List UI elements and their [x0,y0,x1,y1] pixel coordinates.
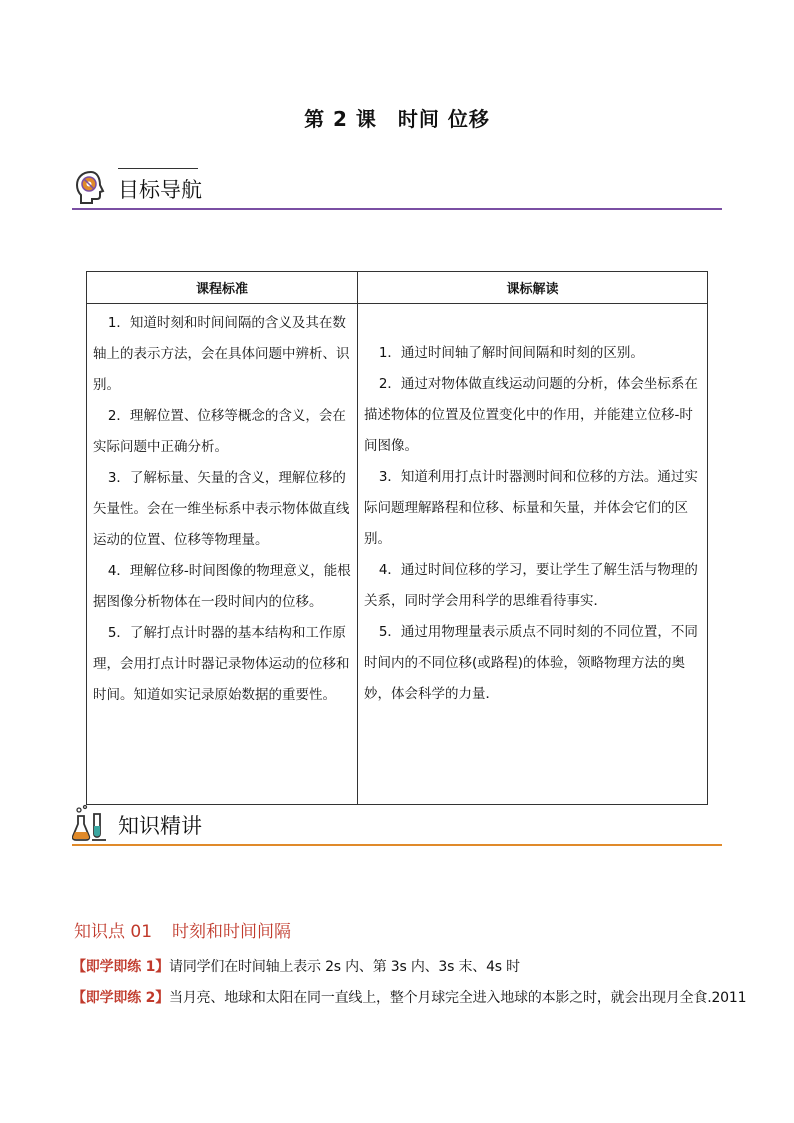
standard-item: 5．了解打点计时器的基本结构和工作原理，会用打点计时器记录物体运动的位移和时间。知道如实记录原始数据的重要性。 [93,625,350,703]
section-label-knowledge: 知识精讲 [118,814,202,838]
interpretation-item: 3．知道利用打点计时器测时间和位移的方法。通过实际问题理解路程和位移、标量和矢量，并体会它们的区别。 [364,469,698,547]
standard-item: 3．了解标量、矢量的含义，理解位移的矢量性。会在一维坐标系中表示物体做直线运动的位置、位移等物理量。 [93,470,350,548]
practice-tag: 【即学即练 1】 [72,959,170,975]
table-cell-interpretation [358,304,708,805]
table-cell-standards [87,304,358,805]
interpretation-item: 1．通过时间轴了解时间间隔和时刻的区别。 [378,345,644,361]
practice-text: 请同学们在时间轴上表示 2s 内、第 3s 内、3s 末、4s 时 [169,959,520,975]
section-header-knowledge [72,804,722,846]
table-header-row [87,272,708,304]
section-divider [72,208,722,210]
interpretation-item: 4．通过时间位移的学习，要让学生了解生活与物理的关系，同时学会用科学的思维看待事实． [364,562,698,609]
standard-item: 2．理解位置、位移等概念的含义，会在实际问题中正确分析。 [93,408,346,455]
standards-table [86,271,708,805]
standard-item: 1．知道时刻和时间间隔的含义及其在数轴上的表示方法，会在具体问题中辨析、识别。 [93,315,350,393]
section-header-goals [72,168,722,210]
practice-item [72,987,746,1007]
header-accent-line [118,168,198,169]
page-title: 第 2 课 时间 位移 [304,107,490,131]
practice-text: 当月亮、地球和太阳在同一直线上，整个月球完全进入地球的本影之时，就会出现月全食.2011 [169,990,747,1006]
knowledge-point-title: 时刻和时间间隔 [172,922,292,942]
standard-item: 4．理解位移-时间图像的物理意义，能根据图像分析物体在一段时间内的位移。 [93,563,351,610]
knowledge-point-heading [74,917,291,942]
section-label-goals: 目标导航 [118,178,202,202]
lab-flask-icon [72,804,110,842]
interpretation-item: 5．通过用物理量表示质点不同时刻的不同位置，不同时间内的不同位移(或路程)的体验，领略物理方法的奥妙，体会科学的力量． [364,624,698,702]
practice-item [72,956,520,976]
table-header-cell: 课程标准 [87,272,358,304]
practice-tag: 【即学即练 2】 [72,990,170,1006]
table-header-cell: 课标解读 [358,272,708,304]
header-accent-line [118,804,198,805]
brain-gear-icon [72,168,110,206]
table-row [87,304,708,805]
interpretation-item: 2．通过对物体做直线运动问题的分析，体会坐标系在描述物体的位置及位置变化中的作用，并能建立位移-时间图像。 [364,376,698,454]
section-divider [72,844,722,846]
knowledge-point-number: 知识点 01 [74,922,153,942]
